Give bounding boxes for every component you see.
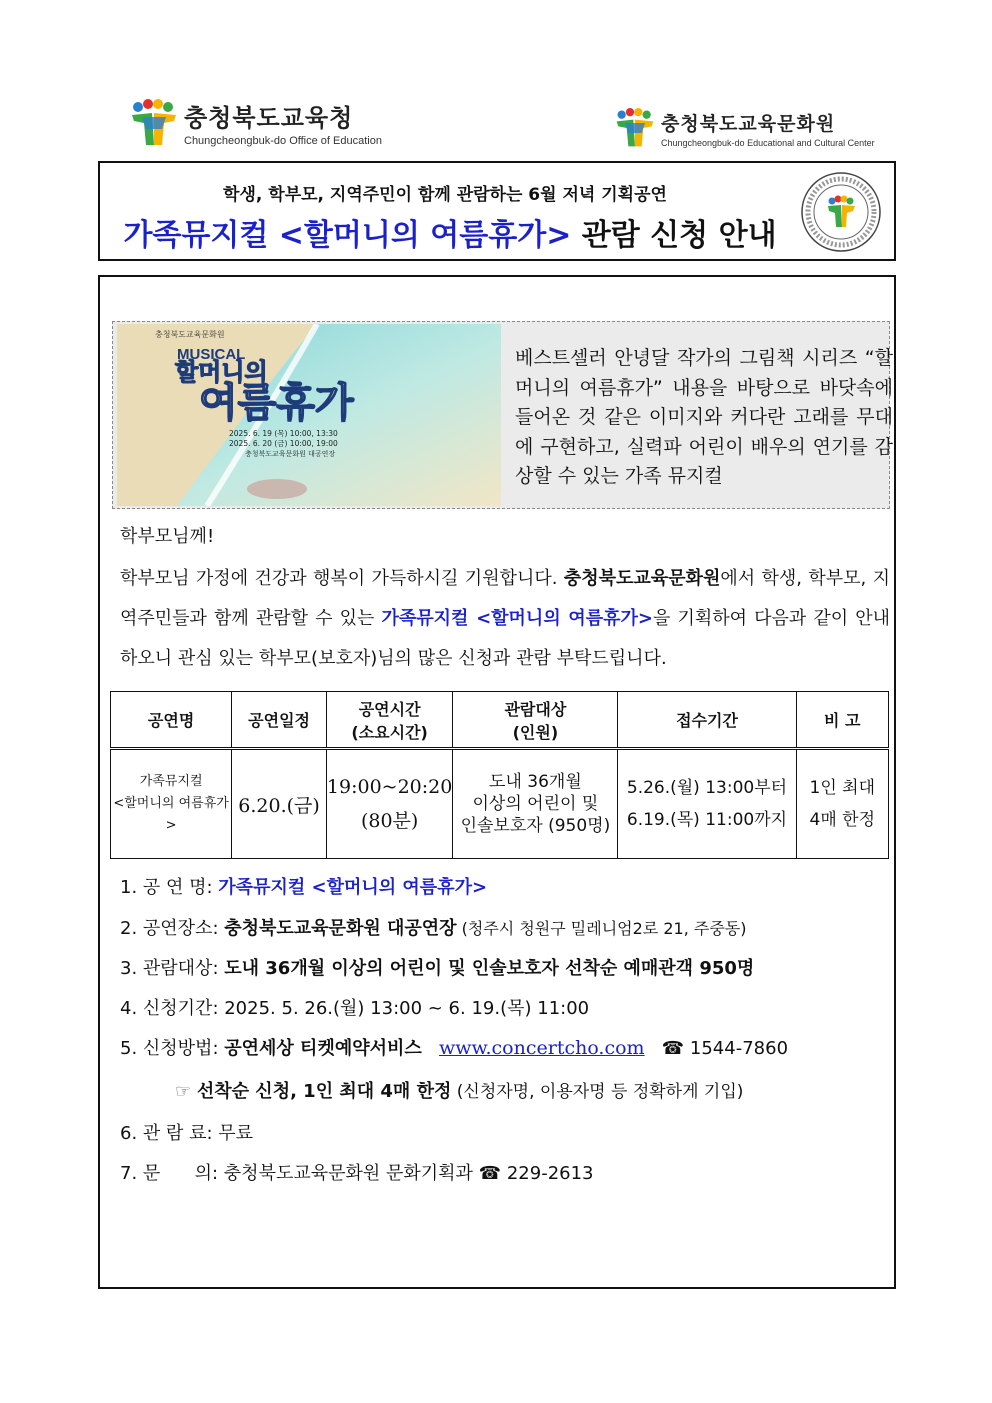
- ticket-phone: 1544-7860: [689, 1038, 789, 1059]
- page-title: [100, 210, 800, 254]
- list-item: 7. 문 의: 충청북도교육문화원 문화기획과 ☎ 229-2613: [120, 1163, 594, 1184]
- table-header: 공연시간 (소요시간): [326, 692, 452, 749]
- subtitle: 학생, 학부모, 지역주민이 함께 관람하는 6월 저녁 기획공연: [223, 185, 667, 205]
- list-item: 4. 신청기간: 2025. 5. 26.(월) 13:00 ~ 6. 19.(목) 11:00: [120, 998, 590, 1019]
- table-header: 비 고: [796, 692, 888, 749]
- logo-office-of-education: [128, 98, 382, 147]
- letter-paragraph: 학부모님 가정에 건강과 행복이 가득하시길 기원합니다. 충청북도교육문화원에서 학생, 학부모, 지역주민들과 함께 관람할 수 있는 가족뮤지컬 <할머니의 여름휴가>을 기획하여 다음과 같이 안내하오니 관심 있는 학부모(보호자)님의 많은 신청과 관람 부탁드립니다.: [120, 568, 890, 669]
- musical-poster: [117, 324, 501, 506]
- table-header: 공연일정: [232, 692, 327, 749]
- seal-emblem-icon: [800, 171, 882, 253]
- list-item: 3. 관람대상: 도내 36개월 이상의 어린이 및 인솔보호자 선착순 예매관객 950명: [120, 958, 755, 979]
- cell-audience: 도내 36개월 이상의 어린이 및 인솔보호자 (950명): [453, 749, 618, 859]
- table-row: [111, 749, 889, 859]
- table-header: 관람대상 (인원): [453, 692, 618, 749]
- poster-date2: 2025. 6. 20 (금) 10:00, 19:00: [229, 439, 338, 448]
- greeting: 학부모님께!: [120, 526, 215, 547]
- title-show-name: 가족뮤지컬 <할머니의 여름휴가>: [123, 218, 572, 253]
- poster-date1: 2025. 6. 19 (목) 10:00, 13:30: [229, 429, 338, 438]
- title-rest: 관람 신청 안내: [571, 218, 777, 253]
- list-item: 5. 신청방법: 공연세상 티켓예약서비스 www.concertcho.com ☎ 1544-7860: [120, 1037, 789, 1059]
- logo-english: Chungcheongbuk-do Office of Education: [184, 135, 382, 147]
- poster-top-label: 충청북도교육문화원: [155, 330, 225, 339]
- logo-name: 충청북도교육문화원: [661, 112, 836, 135]
- intro-description: 베스트셀러 안녕달 작가의 그림책 시리즈 “할머니의 여름휴가” 내용을 바탕으로 바닷속에 들어온 것 같은 이미지와 커다란 고래를 무대에 구현하고, 실력파 어린이 배우의 연기를 감상할 수 있는 가족 뮤지컬: [515, 347, 893, 487]
- show-duration: (80분): [360, 810, 419, 832]
- people-logo-icon: [613, 108, 657, 148]
- list-note: ☞ 선착순 신청, 1인 최대 4매 한정 (신청자명, 이용자명 등 정확하게 기입): [175, 1081, 744, 1102]
- logo-english: Chungcheongbuk-do Educational and Cultural Center: [661, 137, 875, 148]
- show-time: 19:00~20:20: [326, 776, 453, 798]
- table-header: 접수기간: [618, 692, 796, 749]
- concert-website-link[interactable]: www.concertcho.com: [438, 1037, 645, 1059]
- table-header-row: [111, 692, 889, 749]
- title-box: [98, 161, 896, 261]
- performance-table: [110, 691, 889, 859]
- inquiry-phone: 229-2613: [506, 1163, 594, 1184]
- org-name: 충청북도교육문화원: [563, 568, 721, 589]
- cell-period: 5.26.(월) 13:00부터 6.19.(목) 11:00까지: [618, 749, 796, 859]
- show-name: 가족뮤지컬 <할머니의 여름휴가>: [381, 608, 653, 629]
- list-item: 6. 관 람 료: 무료: [120, 1123, 254, 1144]
- cell-show-name: 가족뮤지컬 <할머니의 여름휴가>: [111, 749, 232, 859]
- list-item: 2. 공연장소: 충청북도교육문화원 대공연장 (청주시 청원구 밀레니엄2로 21, 주중동): [120, 918, 747, 939]
- poster-title-line1: 할머니의: [175, 358, 268, 386]
- poster-title-line2: 여름휴가: [199, 380, 354, 426]
- logo-cultural-center: [613, 108, 875, 148]
- poster-musical: MUSICAL: [177, 346, 246, 363]
- pointing-hand-icon: ☞: [175, 1081, 192, 1102]
- phone-icon: ☎: [661, 1038, 685, 1059]
- phone-icon: ☎: [478, 1163, 502, 1184]
- cell-date: 6.20.(금): [232, 749, 327, 859]
- people-logo-icon: [128, 99, 180, 147]
- intro-box: [112, 321, 893, 509]
- cell-time: [326, 749, 452, 859]
- content-box: [98, 275, 896, 1289]
- cell-note: 1인 최대 4매 한정: [796, 749, 888, 859]
- table-header: 공연명: [111, 692, 232, 749]
- poster-venue: 충청북도교육문화원 대공연장: [245, 450, 336, 458]
- logo-name: 충청북도교육청: [184, 104, 354, 132]
- list-item: 1. 공 연 명: 가족뮤지컬 <할머니의 여름휴가>: [120, 877, 488, 898]
